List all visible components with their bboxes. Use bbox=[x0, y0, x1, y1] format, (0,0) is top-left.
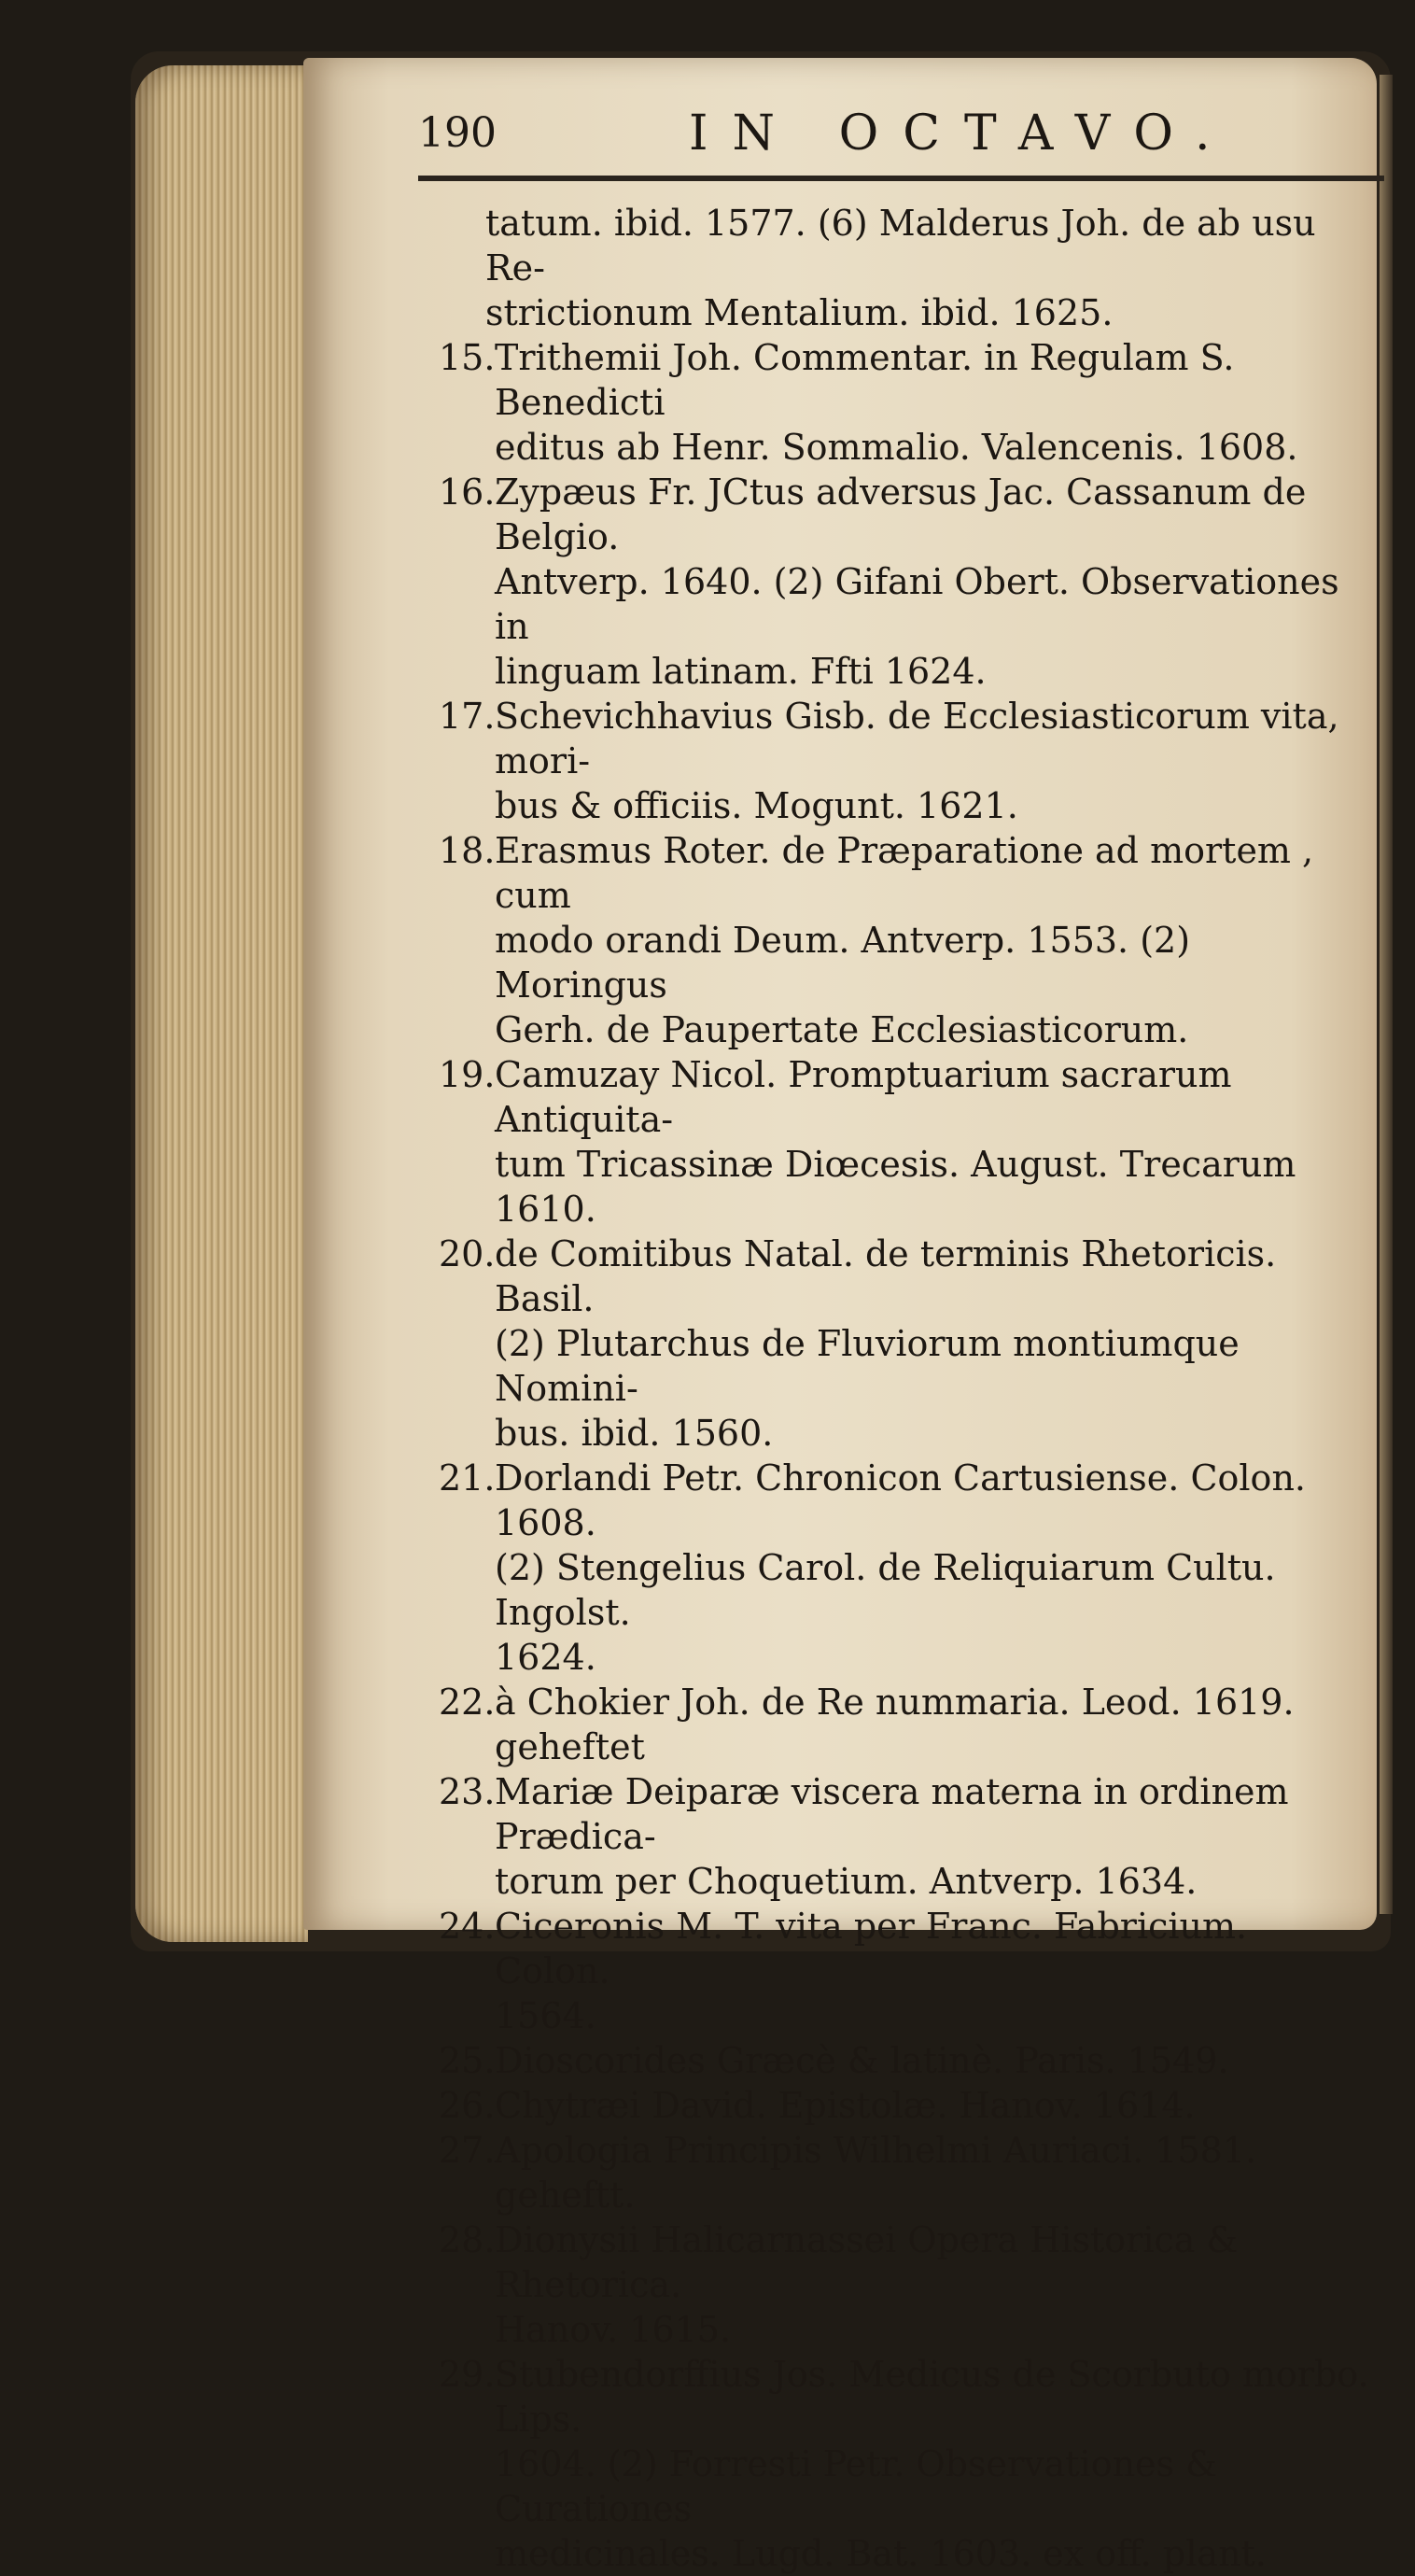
catalog-entry bbox=[439, 1052, 1372, 1232]
entry-number: 29. bbox=[439, 2354, 496, 2395]
catalog-entry bbox=[439, 470, 1372, 694]
catalog-entry bbox=[439, 201, 1372, 335]
entry-number: 15. bbox=[439, 337, 496, 378]
entry-number bbox=[439, 201, 485, 335]
catalog-entry bbox=[439, 1232, 1372, 1456]
entry-number: 22. bbox=[439, 1682, 496, 1723]
entry-number: 19. bbox=[439, 1054, 496, 1095]
catalog-entry bbox=[439, 1904, 1372, 2038]
entry-text: Stubendorffius Jos. Medicus de Scorbuto morbo. Lips. 1604. (2) Forresti Petr. Observationes & Curationes medicinales. Lugd. Bat. 1603. ex off. plant. bbox=[495, 2354, 1369, 2574]
entry-text: tatum. ibid. 1577. (6) Malderus Joh. de ab usu Re- strictionum Mentalium. ibid. 1625. bbox=[485, 203, 1316, 333]
catalog-entry bbox=[439, 2217, 1372, 2352]
entry-number: 25. bbox=[439, 2040, 496, 2081]
entry-number: 20. bbox=[439, 1233, 496, 1274]
entry-text: Schevichhavius Gisb. de Ecclesiasticorum vita, mori- bus & officiis. Mogunt. 1621. bbox=[495, 696, 1339, 826]
page-edges bbox=[135, 65, 308, 1942]
entry-text: Mariæ Deiparæ viscera materna in ordinem Prædica- torum per Choquetium. Antverp. 1634. bbox=[495, 1771, 1289, 1902]
entry-number: 26. bbox=[439, 2085, 496, 2126]
page-number: 190 bbox=[418, 109, 497, 157]
entry-text: de Comitibus Natal. de terminis Rhetoricis. Basil. (2) Plutarchus de Fluviorum montiumque Nomini- bus. ibid. 1560. bbox=[495, 1233, 1277, 1454]
entry-text: Camuzay Nicol. Promptuarium sacrarum Antiquita- tum Tricassinæ Diœcesis. August. Trecarum 1610. bbox=[495, 1054, 1296, 1230]
entry-number: 23. bbox=[439, 1771, 496, 1812]
entry-number: 17. bbox=[439, 696, 496, 737]
catalog-entry bbox=[439, 1456, 1372, 1680]
catalog-entry bbox=[439, 828, 1372, 1052]
page-header bbox=[418, 98, 1380, 173]
entry-text: Apologia Principis Wilhelmi Auriaci. 1581. geheftt. bbox=[495, 2130, 1257, 2216]
entry-text: Chytræi David. Epistolæ. Hanov. 1614. bbox=[495, 2085, 1196, 2126]
catalog-entry bbox=[439, 2128, 1372, 2217]
entry-text: à Chokier Joh. de Re nummaria. Leod. 1619. geheftet bbox=[495, 1682, 1295, 1767]
entry-text: Erasmus Roter. de Præparatione ad mortem , cum modo orandi Deum. Antverp. 1553. (2) Moringus Gerh. de Paupertate Ecclesiasticorum. bbox=[495, 830, 1314, 1050]
page-gutter bbox=[1380, 75, 1393, 1914]
entry-number: 27. bbox=[439, 2130, 496, 2171]
header-rule bbox=[418, 176, 1384, 181]
catalog-entry bbox=[439, 1769, 1372, 1904]
entry-text: Zypæus Fr. JCtus adversus Jac. Cassanum de Belgio. Antverp. 1640. (2) Gifani Obert. Observationes in linguam latinam. Ffti 1624. bbox=[495, 472, 1339, 692]
catalog-entry bbox=[439, 2352, 1372, 2576]
entry-text: Dioscorides Græcè & latinè. Paris. 1549. bbox=[495, 2040, 1229, 2081]
entry-number: 18. bbox=[439, 830, 496, 871]
catalog-entry bbox=[439, 1680, 1372, 1769]
catalog-entry bbox=[439, 694, 1372, 828]
entry-number: 21. bbox=[439, 1457, 496, 1499]
running-title: IN OCTAVO. bbox=[689, 106, 1235, 162]
entry-number: 28. bbox=[439, 2219, 496, 2260]
catalog-entry bbox=[439, 2038, 1372, 2083]
entry-text: Ciceronis M. T. vita per Franc. Fabricium. Colon. 1564. bbox=[495, 1906, 1248, 2036]
entry-text: Trithemii Joh. Commentar. in Regulam S. Benedicti editus ab Henr. Sommalio. Valencenis. 1608. bbox=[495, 337, 1298, 468]
entry-text: Dorlandi Petr. Chronicon Cartusiense. Colon. 1608. (2) Stengelius Carol. de Reliquiarum Cultu. Ingolst. 1624. bbox=[495, 1457, 1306, 1678]
entry-number: 16. bbox=[439, 472, 496, 513]
catalog-entry bbox=[439, 335, 1372, 470]
entry-text: Dionysii Halicarnassei Opera Historica & Rhetorica. Hanov. 1615. bbox=[495, 2219, 1239, 2350]
entry-number: 24. bbox=[439, 1906, 496, 1947]
catalog-entry bbox=[439, 2083, 1372, 2128]
catalog-entries bbox=[439, 201, 1372, 2576]
